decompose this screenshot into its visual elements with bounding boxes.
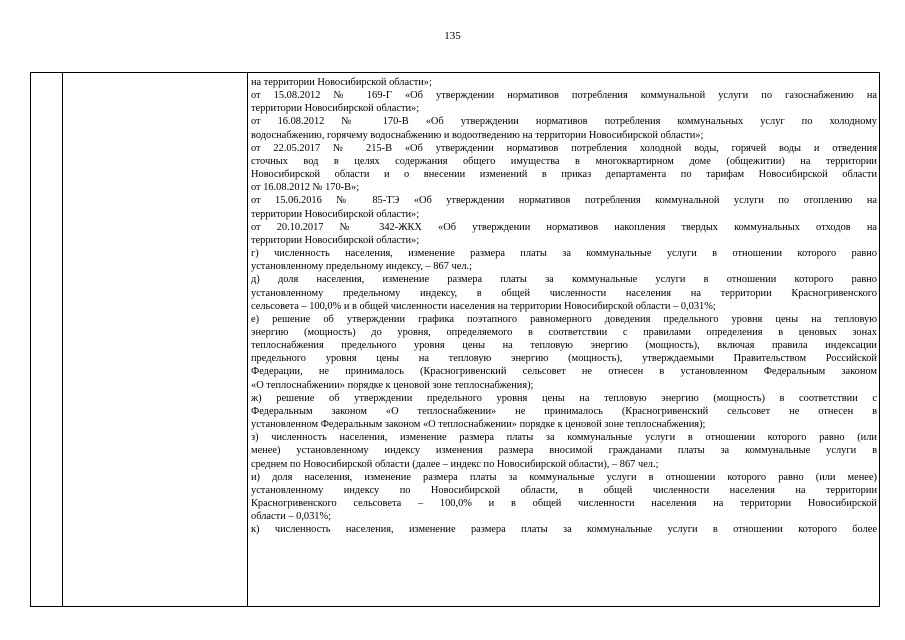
text-line: от 16.08.2012 № 170-В»; — [251, 182, 360, 194]
column-divider-2 — [247, 73, 248, 606]
text-line: д) доля населения, изменение размера платы за коммунальные услуги в отношении которого равно — [251, 274, 877, 286]
text-line: к) численность населения, изменение размера платы за коммунальные услуги в отношении которого более — [251, 524, 877, 536]
text-line: Федерации, не принималось (Красногривенский сельсовет не отнесен в установленном Федеральным законом — [251, 366, 877, 378]
text-line: среднем по Новосибирской области (далее – индекс по Новосибирской области), – 867 чел.; — [251, 458, 659, 470]
text-line: менее) установленному индексу изменения размера вносимой гражданами платы за коммунальные услуги в — [251, 445, 877, 457]
text-line: сельсовета – 100,0% и в общей численности населения на территории Новосибирской области – 0,031%; — [251, 300, 716, 312]
text-line: «О теплоснабжении» порядке к ценовой зоне теплоснабжения); — [251, 379, 534, 391]
text-line: з) численность населения, изменение размера платы за коммунальные услуги в отношении которого равно (или — [251, 432, 877, 444]
text-line: установленном Федеральным законом «О теплоснабжении» порядке к ценовой зоне теплоснабжения); — [251, 419, 706, 431]
text-line: предельного уровня цены на тепловую энергию (мощность), утверждаемыми Правительством Российской — [251, 353, 877, 365]
text-line: г) численность населения, изменение размера платы за коммунальные услуги в отношении которого равно — [251, 248, 877, 260]
text-line: ж) решение об утверждении предельного уровня цены на тепловую энергию (мощность) в соответствии с — [251, 392, 877, 404]
text-line: территории Новосибирской области»; — [251, 234, 420, 246]
text-line: Федеральным законом «О теплоснабжении» не принималось (Красногривенский сельсовет не отнесен в — [251, 405, 877, 417]
text-line: энергию (мощность) до уровня, определяемого в соответствии с правилами определения в ценовых зонах — [251, 326, 877, 338]
text-line: Новосибирской области и о внесении изменений в приказ департамента по тарифам Новосибирской области — [251, 169, 877, 181]
text-line: от 15.08.2012 № 169-Г «Об утверждении нормативов потребления коммунальной услуги по газоснабжению на — [251, 90, 877, 102]
text-line: установленному предельному индексу, в общей численности населения на территории Красногривенского — [251, 287, 877, 299]
column-divider-1 — [62, 73, 63, 606]
page-number: 135 — [444, 30, 461, 42]
text-line: сточных вод в целях содержания общего имущества в многоквартирном доме (общежитии) на территории — [251, 155, 877, 167]
text-line: е) решение об утверждении графика поэтапного равномерного доведения предельного уровня цены на тепловую — [251, 313, 877, 325]
text-line: водоснабжению, горячему водоснабжению и водоотведению на территории Новосибирской области»; — [251, 129, 704, 141]
text-line: от 20.10.2017 № 342-ЖКХ «Об утверждении нормативов накопления твердых коммунальных отходов на — [251, 221, 877, 233]
text-line: установленному предельному индексу, – 867 чел.; — [251, 261, 472, 273]
text-line: установленному индексу по Новосибирской области, в общей численности населения на территории — [251, 484, 877, 496]
document-table — [30, 72, 880, 607]
text-line: Красногривенского сельсовета – 100,0% и в общей численности населения на территории Новосибирской — [251, 498, 877, 509]
text-line: и) доля населения, изменение размера платы за коммунальные услуги в отношении которого равно (или менее) — [251, 471, 877, 483]
text-line: от 22.05.2017 № 215-В «Об утверждении нормативов потребления холодной воды, горячей воды и отведения — [251, 142, 877, 154]
text-line: территории Новосибирской области»; — [251, 103, 420, 115]
table-cell-text — [251, 76, 877, 536]
text-line: на территории Новосибирской области»; — [251, 77, 432, 88]
text-line: теплоснабжения предельного уровня цены на тепловую энергию (мощность), включая правила индексации — [251, 340, 877, 352]
text-line: области – 0,031%; — [251, 511, 332, 523]
text-line: от 16.08.2012 № 170-В «Об утверждении нормативов потребления коммунальных услуг по холодному — [251, 116, 877, 128]
text-line: от 15.06.2016 № 85-ТЭ «Об утверждении нормативов потребления коммунальной услуги по отоплению на — [251, 195, 877, 207]
text-line: территории Новосибирской области»; — [251, 208, 420, 220]
